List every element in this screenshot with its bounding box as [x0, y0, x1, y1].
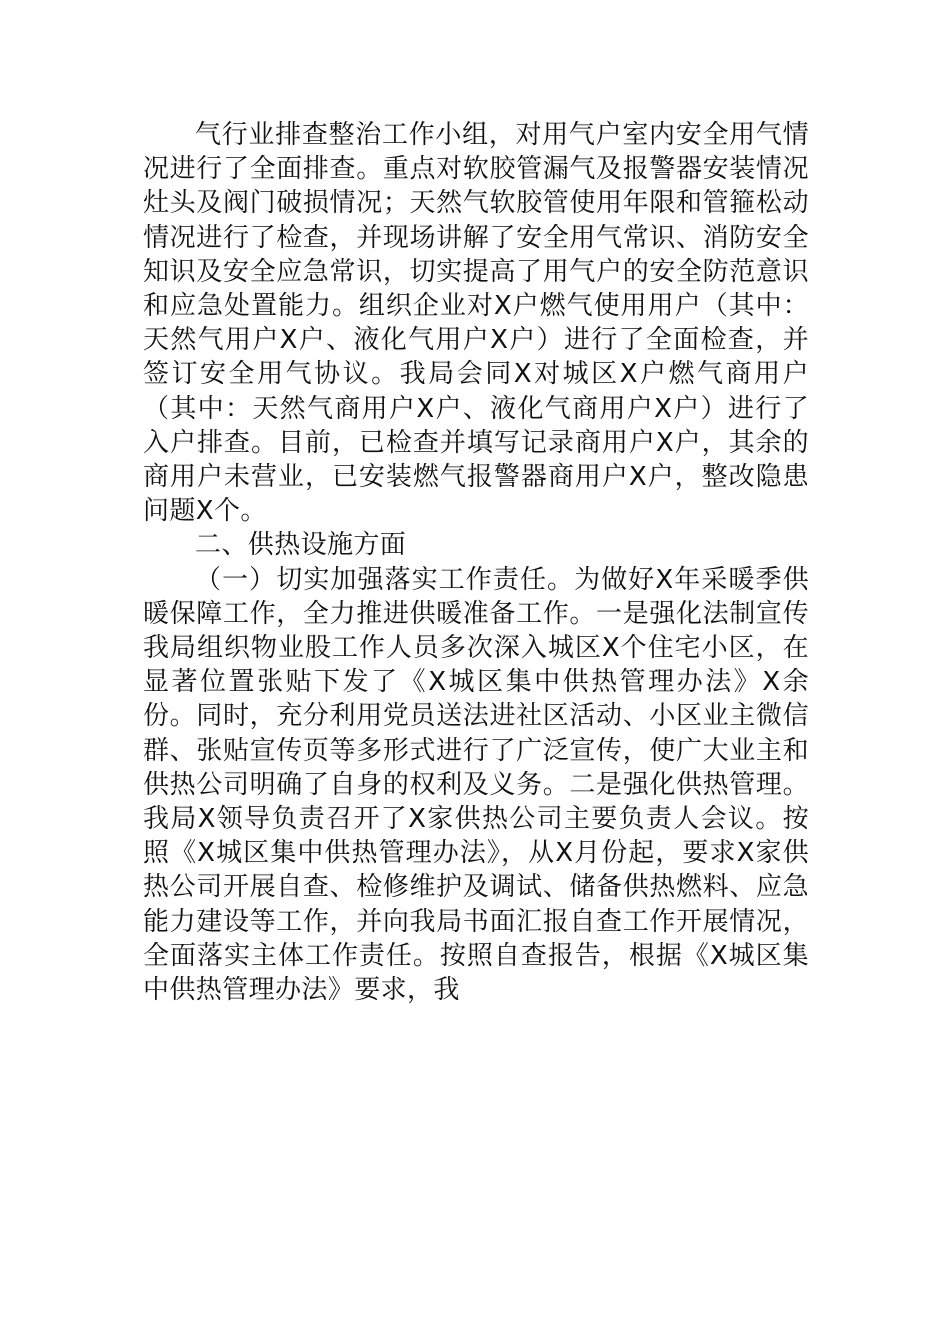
paragraph-gas-inspection: 气行业排查整治工作小组，对用气户室内安全用气情况进行了全面排查。重点对软胶管漏气及报警器安装情况灶头及阀门破损情况；天然气软胶管使用年限和管箍松动情况进行了检查，并现场讲解了安全用气常识、消防安全知识及安全应急常识，切实提高了用气户的安全防范意识和应急处置能力。组织企业对X户燃气使用用户（其中：天然气用户X户、液化气用户X户）进行了全面检查，并签订安全用气协议。我局会同X对城区X户燃气商用户（其中：天然气商用户X户、液化气商用户X户）进行了入户排查。目前，已检查并填写记录商用户X户，其余的商用户未营业，已安装燃气报警器商用户X户，整改隐患问题X个。 — [143, 120, 809, 527]
document-body — [143, 118, 809, 1007]
section-heading-heating: 二、供热设施方面 — [195, 530, 407, 561]
paragraph-heating-responsibility: （一）切实加强落实工作责任。为做好X年采暖季供暖保障工作，全力推进供暖准备工作。一是强化法制宣传我局组织物业股工作人员多次深入城区X个住宅小区，在显著位置张贴下发了《X城区集中供热管理办法》X余份。同时，充分利用党员送法进社区活动、小区业主微信群、张贴宣传页等多形式进行了广泛宣传，使广大业主和供热公司明确了自身的权利及义务。二是强化供热管理。我局X领导负责召开了X家供热公司主要负责人会议。按照《X城区集中供热管理办法》，从X月份起，要求X家供热公司开展自查、检修维护及调试、储备供热燃料、应急能力建设等工作，并向我局书面汇报自查工作开展情况，全面落实主体工作责任。按照自查报告，根据《X城区集中供热管理办法》要求，我 — [143, 564, 809, 1006]
